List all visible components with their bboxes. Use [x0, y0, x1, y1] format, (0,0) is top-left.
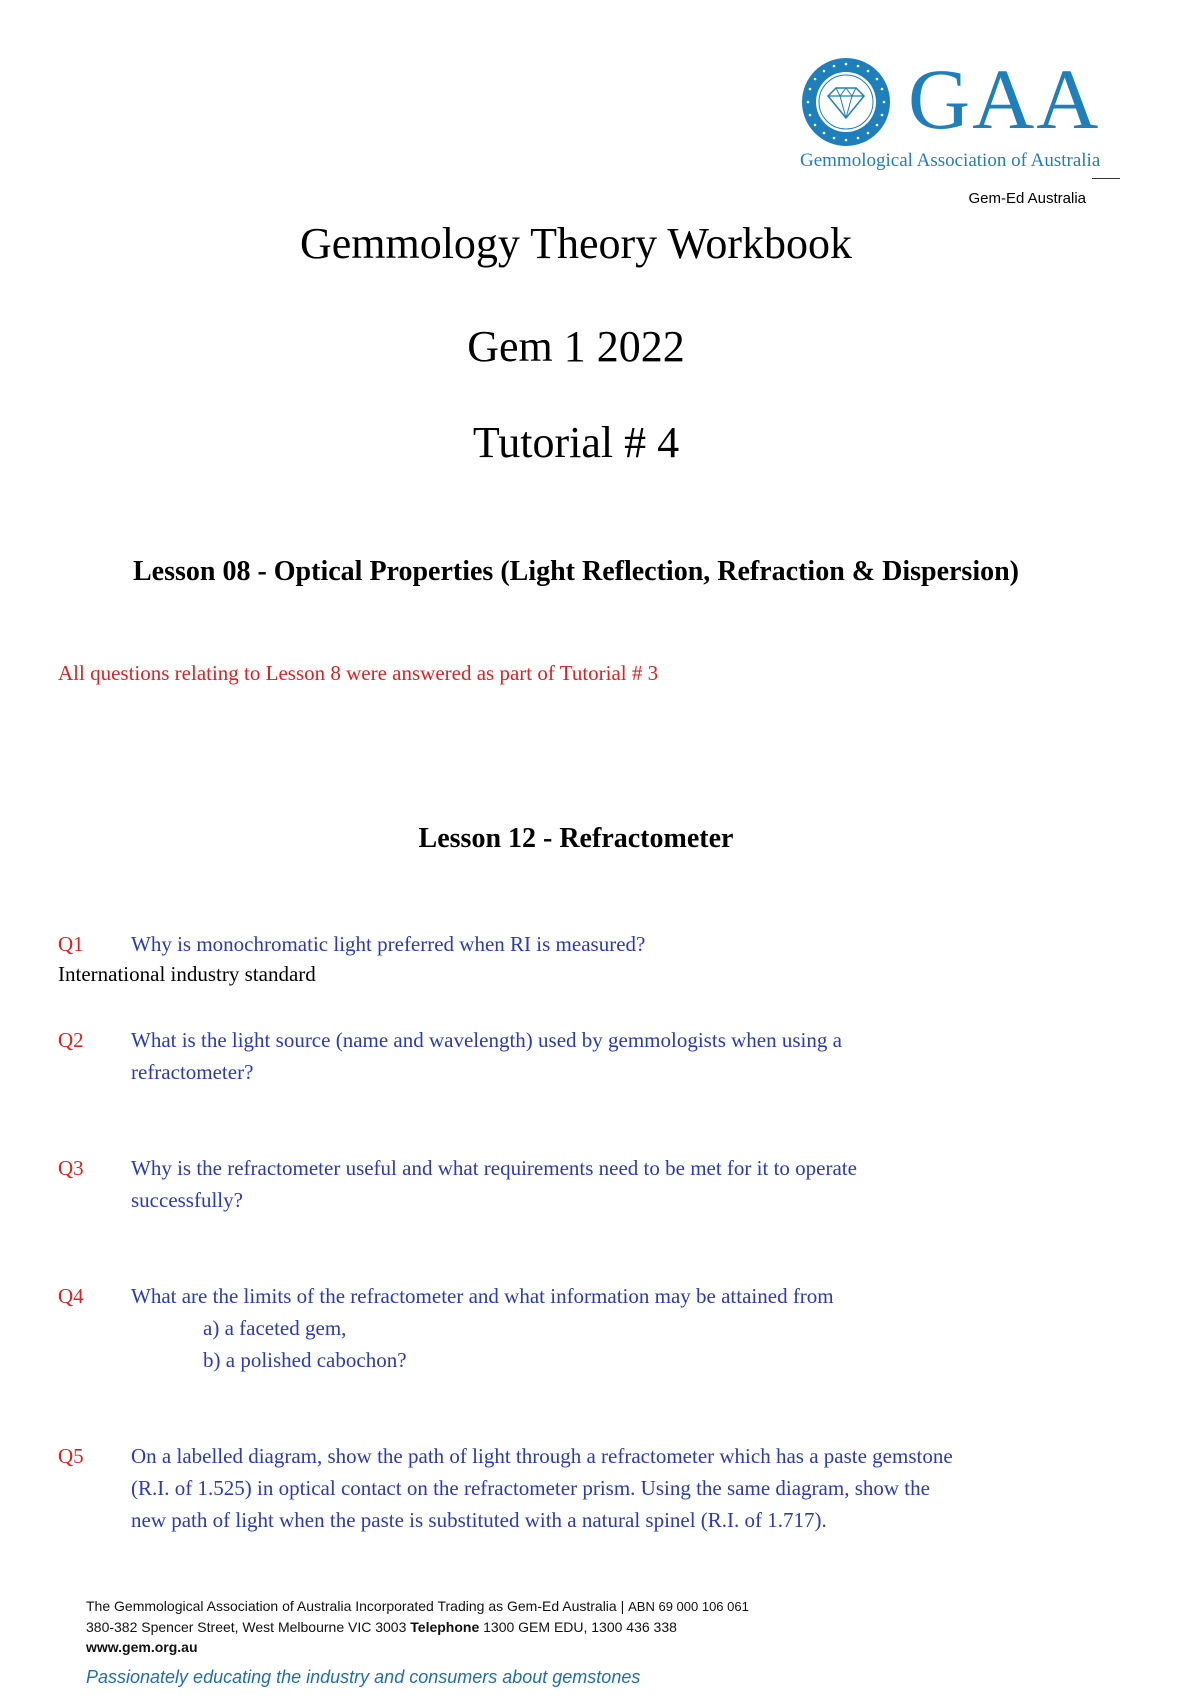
question-number: Q4: [58, 1284, 84, 1308]
footer-telephone: 1300 GEM EDU, 1300 436 338: [479, 1619, 677, 1635]
tutorial-title: Tutorial # 4: [472, 418, 680, 467]
footer-address: 380-382 Spencer Street, West Melbourne VIC 3003: [86, 1619, 411, 1635]
footer-abn: ABN 69 000 106 061: [628, 1599, 749, 1614]
question-text-line: successfully?: [131, 1188, 243, 1212]
question-3: [58, 1152, 1098, 1216]
question-text: Why is monochromatic light preferred when RI is measured?: [131, 932, 646, 956]
lesson-08-heading: Lesson 08 - Optical Properties (Light Reflection, Refraction & Dispersion): [132, 556, 1020, 587]
footer-org-line: [86, 1596, 1106, 1617]
question-5: [58, 1440, 1098, 1536]
question-text-line: What is the light source (name and wavelength) used by gemmologists when using a: [131, 1028, 842, 1052]
footer-address-line: [86, 1617, 1106, 1637]
workbook-title: Gemmology Theory Workbook: [299, 219, 853, 268]
logo-abbreviation: GAA: [908, 51, 1101, 147]
question-text-line: (R.I. of 1.525) in optical contact on the refractometer prism. Using the same diagram, show the: [131, 1476, 930, 1500]
course-title: Gem 1 2022: [467, 322, 685, 371]
question-number: Q5: [58, 1444, 84, 1468]
footer-org: The Gemmological Association of Australia Incorporated Trading as Gem-Ed Australia |: [86, 1598, 629, 1614]
question-text-line: Why is the refractometer useful and what requirements need to be met for it to operate: [131, 1156, 857, 1180]
footer-website[interactable]: www.gem.org.au: [86, 1639, 198, 1655]
question-text-line: On a labelled diagram, show the path of light through a refractometer which has a paste gemstone: [131, 1444, 953, 1468]
question-number: Q2: [58, 1028, 84, 1052]
answer-1: International industry standard: [58, 962, 316, 986]
question-1: [58, 928, 1098, 960]
gaa-seal-icon: [800, 56, 892, 148]
question-text-line: refractometer?: [131, 1060, 254, 1084]
question-4: [58, 1280, 1098, 1376]
question-text-line: new path of light when the paste is substituted with a natural spinel (R.I. of 1.717).: [131, 1508, 827, 1532]
lesson-08-note: All questions relating to Lesson 8 were answered as part of Tutorial # 3: [58, 661, 659, 685]
footer-tagline: Passionately educating the industry and consumers about gemstones: [86, 1667, 641, 1687]
header-rule: [1092, 178, 1120, 179]
footer-telephone-label: Telephone: [410, 1619, 480, 1635]
question-text: What are the limits of the refractometer and what information may be attained from: [131, 1284, 834, 1308]
gaa-logo: [800, 51, 1101, 186]
lesson-12-heading: Lesson 12 - Refractometer: [418, 823, 734, 854]
question-number: Q3: [58, 1156, 84, 1180]
question-sub-a: a) a faceted gem,: [203, 1316, 347, 1340]
question-number: Q1: [58, 932, 84, 956]
trading-name: Gem-Ed Australia: [968, 190, 1086, 207]
question-2: [58, 1024, 1098, 1088]
logo-org-name: Gemmological Association of Australia: [800, 150, 1101, 171]
question-sub-b: b) a polished cabochon?: [203, 1348, 407, 1372]
page-footer: [86, 1596, 1106, 1687]
